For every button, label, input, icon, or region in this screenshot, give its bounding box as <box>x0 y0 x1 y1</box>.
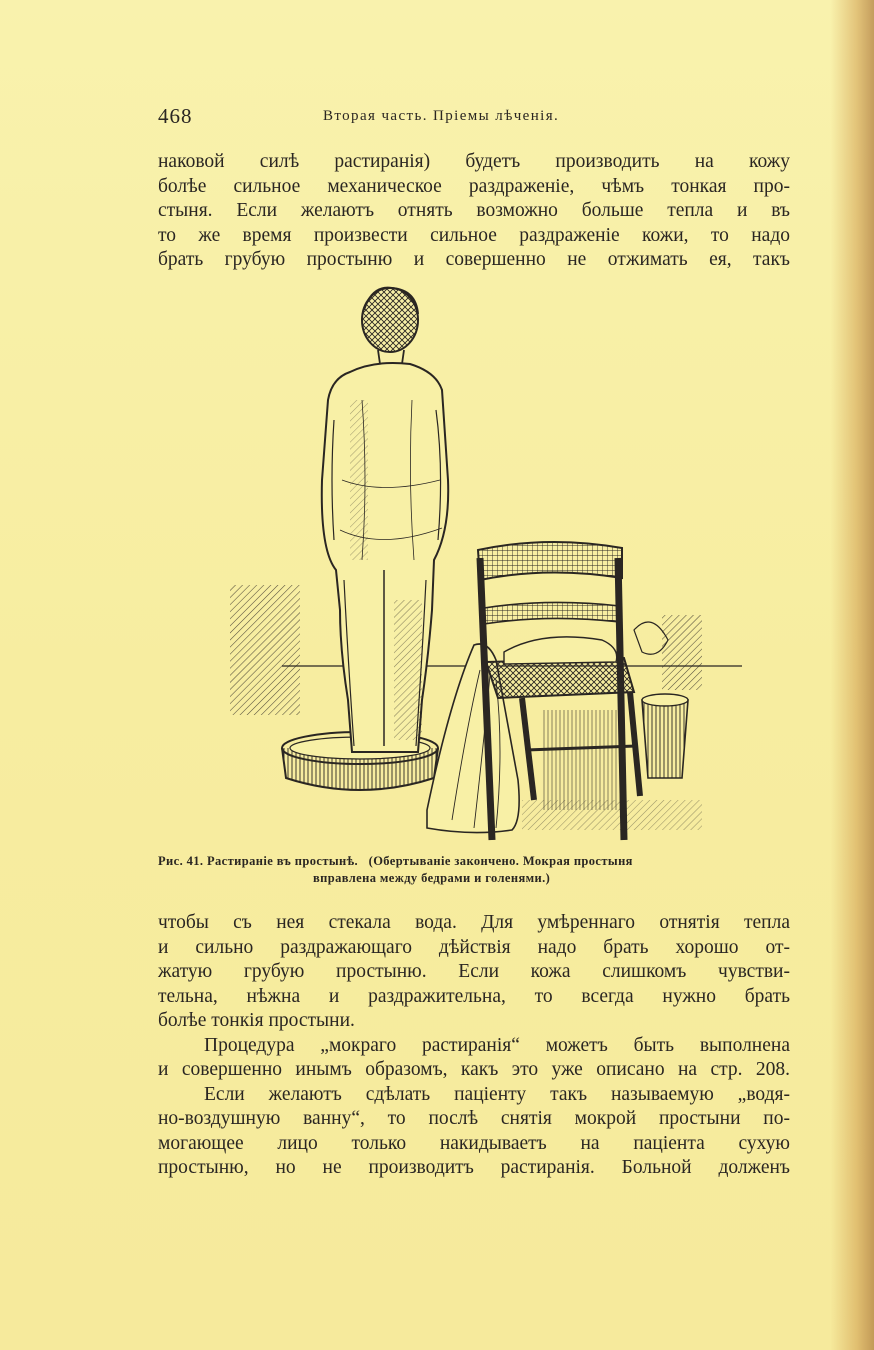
text-line: брать грубую простыню и совершенно не отжимать ея, такъ <box>158 249 790 270</box>
figure-caption <box>158 853 790 887</box>
figure-illustration <box>222 280 742 850</box>
text-line: Если желаютъ сдѣлать паціенту такъ называемую „водя- <box>204 1083 790 1105</box>
text-line: тельна, нѣжна и раздражительна, то всегда нужно брать <box>158 985 790 1007</box>
text-line: наковой силѣ растиранія) будетъ производить на кожу <box>158 151 790 172</box>
paragraph-bottom <box>158 911 790 1181</box>
text-line: но-воздушную ванну“, то послѣ снятія мокрой простыни по- <box>158 1108 790 1129</box>
text-line: то же время произвести сильное раздраженіе кожи, то надо <box>158 224 790 246</box>
page-header <box>158 104 788 130</box>
page-number: 468 <box>158 104 193 128</box>
caption-note-1: (Обертываніе закончено. Мокрая простыня <box>368 854 633 868</box>
woman-figure <box>322 288 448 752</box>
paragraph-top <box>158 150 790 273</box>
text-line: стыня. Если желаютъ отнять возможно больше тепла и въ <box>158 200 790 221</box>
caption-label: Рис. 41. Растираніе въ простынѣ. <box>158 854 359 868</box>
caption-line-2: вправлена между бедрами и голенями.) <box>313 871 551 885</box>
text-line: чтобы съ нея стекала вода. Для умѣреннаго отнятія тепла <box>158 912 790 933</box>
floor-shading <box>522 800 702 830</box>
text-line: жатую грубую простыню. Если кожа слишкомъ чувстви- <box>158 961 790 982</box>
text-line: и совершенно инымъ образомъ, какъ это уже описано на стр. 208. <box>158 1059 790 1080</box>
text-line: и сильно раздражающаго дѣйствія надо брать хорошо от- <box>158 936 790 958</box>
caption-line-1 <box>158 853 790 870</box>
background-hatching-left <box>230 585 300 715</box>
text-line: могающее лицо только накидываетъ на паціента сухую <box>158 1132 790 1154</box>
text-line: болѣе тонкія простыни. <box>158 1010 355 1031</box>
engraving-illustration <box>222 280 742 850</box>
text-line: болѣе сильное механическое раздраженіе, чѣмъ тонкая про- <box>158 175 790 197</box>
text-line: простыню, но не производитъ растиранія. Больной долженъ <box>158 1157 790 1178</box>
background-hatching-right <box>662 615 702 690</box>
text-line: Процедура „мокраго растиранія“ можетъ быть выполнена <box>204 1034 790 1056</box>
running-title: Вторая часть. Пріемы лѣченія. <box>323 108 560 124</box>
